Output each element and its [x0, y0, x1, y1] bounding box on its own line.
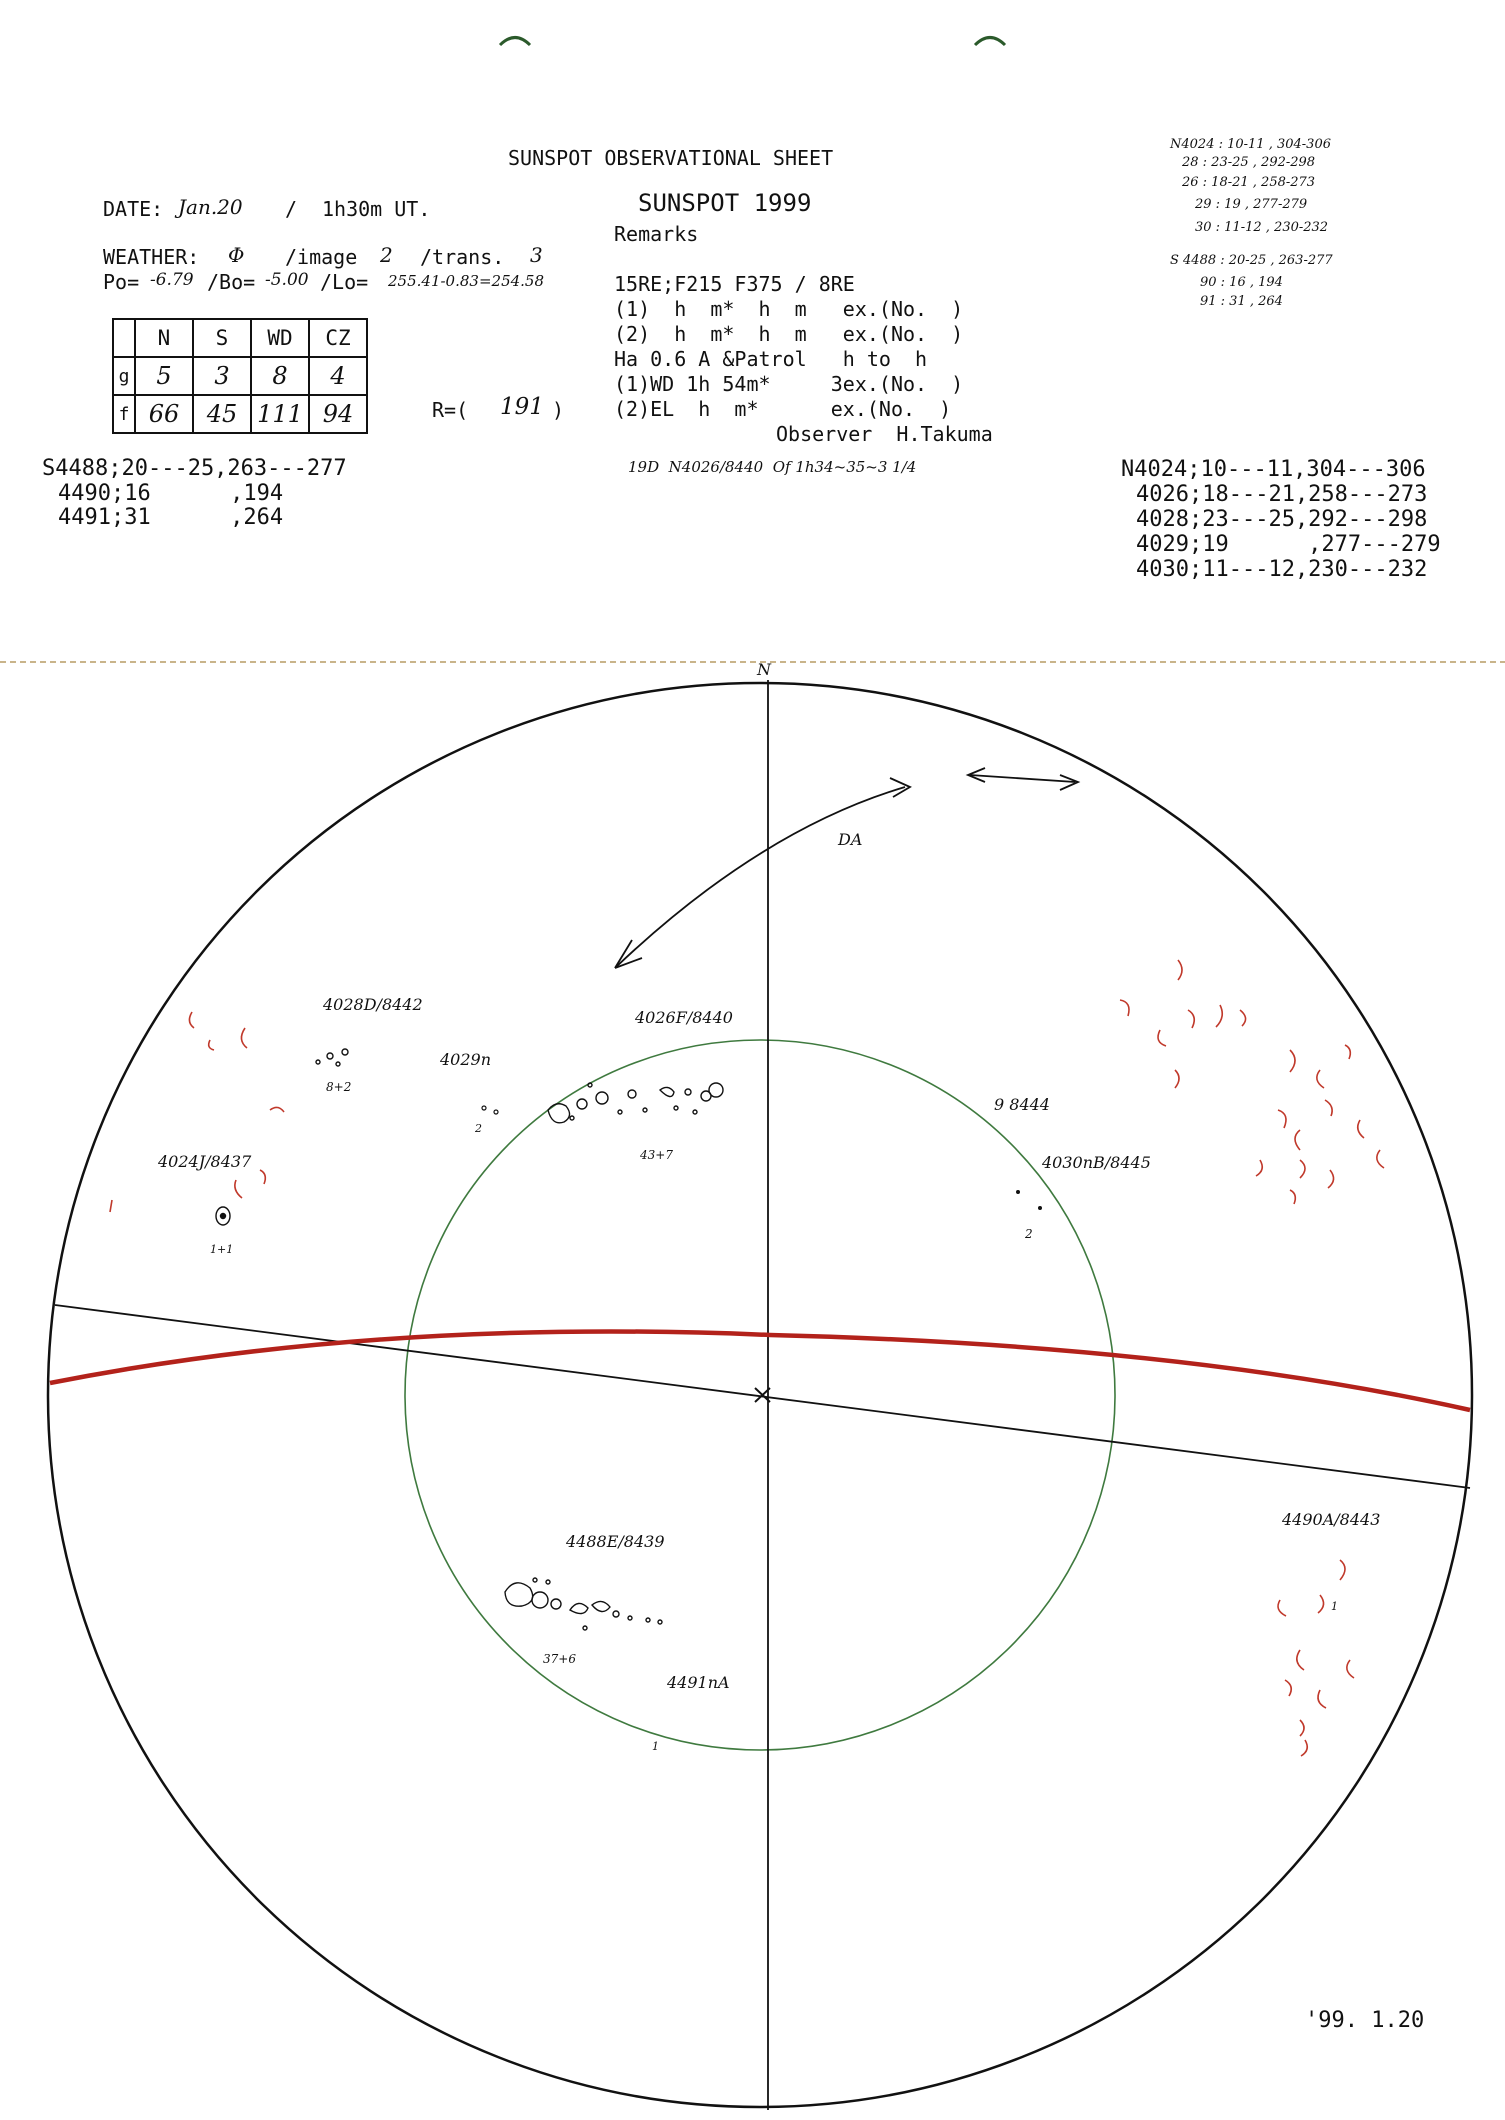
rotation-arrow-tail	[890, 778, 910, 797]
count-4029: 2	[475, 1122, 482, 1135]
label-4029: 4029n	[440, 1050, 492, 1069]
r-close: )	[552, 398, 565, 422]
date-value: Jan.20	[178, 195, 243, 219]
north-group-5: 4030;11---12,230---232	[1136, 557, 1428, 582]
bo-label: /Bo=	[207, 270, 256, 294]
label-8444: 9 8444	[994, 1095, 1050, 1114]
note-tr-5: 30 : 11-12 , 230-232	[1195, 220, 1329, 235]
north-mark: N	[757, 660, 771, 679]
time-value: 1h30m UT.	[322, 197, 431, 221]
g-cz: 4	[309, 357, 367, 395]
count-4491: 1	[652, 1740, 659, 1753]
label-4024: 4024J/8437	[158, 1152, 252, 1171]
time-separator: /	[285, 197, 298, 221]
f-s: 45	[193, 395, 251, 433]
image-label: /image	[285, 245, 358, 269]
f-wd: 111	[251, 395, 309, 433]
sunspot-group-4029	[482, 1106, 498, 1114]
sunspot-group-4488	[505, 1578, 662, 1630]
r-label: R=(	[432, 398, 469, 422]
count-4490: 1	[1331, 1600, 1338, 1613]
note-tr-6: S 4488 : 20-25 , 263-277	[1170, 253, 1333, 268]
note-tr-1: N4024 : 10-11 , 304-306	[1170, 137, 1331, 152]
remarks-line-3: (2) h m* h m ex.(No. )	[614, 322, 964, 346]
g-wd: 8	[251, 357, 309, 395]
faculae-west	[1120, 960, 1384, 1204]
binder-mark-left	[500, 38, 530, 46]
remarks-line-2: (1) h m* h m ex.(No. )	[614, 297, 964, 321]
count-row-g	[113, 357, 367, 395]
col-cz: CZ	[309, 319, 367, 357]
weather-label: WEATHER:	[103, 245, 200, 269]
label-4028: 4028D/8442	[323, 995, 423, 1014]
da-label: DA	[838, 830, 863, 849]
north-group-2: 4026;18---21,258---273	[1136, 482, 1428, 507]
faculae-southwest	[1278, 1560, 1354, 1756]
north-group-1: N4024;10---11,304---306	[1121, 457, 1426, 482]
north-group-4: 4029;19 ,277---279	[1136, 532, 1441, 557]
count-4030: 2	[1025, 1227, 1033, 1241]
note-tr-7: 90 : 16 , 194	[1200, 275, 1283, 290]
trans-label: /trans.	[420, 245, 505, 269]
corner-cell	[113, 319, 135, 357]
double-arrow	[970, 775, 1075, 782]
col-s: S	[193, 319, 251, 357]
remarks-note: 19D N4026/8440 Of 1h34~35~3 1/4	[628, 458, 917, 476]
lo-label: /Lo=	[320, 270, 369, 294]
remarks-label: Remarks	[614, 222, 699, 246]
sunspot-group-4028	[316, 1049, 348, 1066]
sunspot-count-table	[112, 318, 368, 434]
trans-value: 3	[530, 243, 543, 267]
north-group-3: 4028;23---25,292---298	[1136, 507, 1428, 532]
lo-value: 255.41-0.83=254.58	[388, 272, 545, 290]
south-group-2: 4490;16 ,194	[58, 481, 284, 506]
f-cz: 94	[309, 395, 367, 433]
south-group-3: 4491;31 ,264	[58, 505, 284, 530]
count-4028: 8+2	[326, 1080, 352, 1094]
po-label: Po=	[103, 270, 140, 294]
label-4026: 4026F/8440	[635, 1008, 733, 1027]
sunspot-group-4024	[216, 1207, 230, 1225]
note-tr-2: 28 : 23-25 , 292-298	[1182, 155, 1316, 170]
f-n: 66	[135, 395, 193, 433]
binder-mark-right	[975, 38, 1005, 46]
note-tr-3: 26 : 18-21 , 258-273	[1182, 175, 1316, 190]
remarks-line-1: 15RE;F215 F375 / 8RE	[614, 272, 855, 296]
remarks-line-4: Ha 0.6 A &Patrol h to h	[614, 347, 928, 371]
sunspot-group-4026	[548, 1083, 723, 1123]
col-wd: WD	[251, 319, 309, 357]
remarks-line-6: (2)EL h m* ex.(No. )	[614, 397, 952, 421]
count-4024: 1+1	[210, 1243, 234, 1256]
central-zone-circle	[405, 1040, 1115, 1750]
label-4030: 4030nB/8445	[1042, 1153, 1151, 1172]
r-value: 191	[500, 394, 544, 420]
label-4488: 4488E/8439	[566, 1532, 665, 1551]
col-n: N	[135, 319, 193, 357]
sheet-title: SUNSPOT OBSERVATIONAL SHEET	[508, 146, 834, 170]
po-value: -6.79	[150, 270, 194, 290]
observer-line: Observer H.Takuma	[776, 422, 993, 446]
sheet-subtitle: SUNSPOT 1999	[638, 189, 812, 217]
label-4490: 4490A/8443	[1282, 1510, 1381, 1529]
weather-value: Φ	[228, 243, 245, 267]
row-label-f: f	[113, 395, 135, 433]
sunspot-group-4030	[1016, 1190, 1042, 1210]
note-tr-8: 91 : 31 , 264	[1200, 294, 1283, 309]
row-label-g: g	[113, 357, 135, 395]
south-group-1: S4488;20---25,263---277	[42, 456, 347, 481]
count-4026: 43+7	[640, 1148, 673, 1162]
count-header-row	[113, 319, 367, 357]
date-label: DATE:	[103, 197, 164, 221]
bo-value: -5.00	[265, 270, 309, 290]
note-tr-4: 29 : 19 , 277-279	[1195, 197, 1308, 212]
g-n: 5	[135, 357, 193, 395]
remarks-line-5: (1)WD 1h 54m* 3ex.(No. )	[614, 372, 964, 396]
rotation-arrow	[615, 787, 905, 968]
g-s: 3	[193, 357, 251, 395]
date-stamp: '99. 1.20	[1305, 2008, 1425, 2033]
solar-disk-outline	[48, 683, 1472, 2107]
count-row-f	[113, 395, 367, 433]
faculae-east	[110, 1012, 284, 1212]
count-4488: 37+6	[543, 1652, 576, 1666]
label-4491: 4491nA	[667, 1673, 730, 1692]
image-value: 2	[380, 243, 393, 267]
